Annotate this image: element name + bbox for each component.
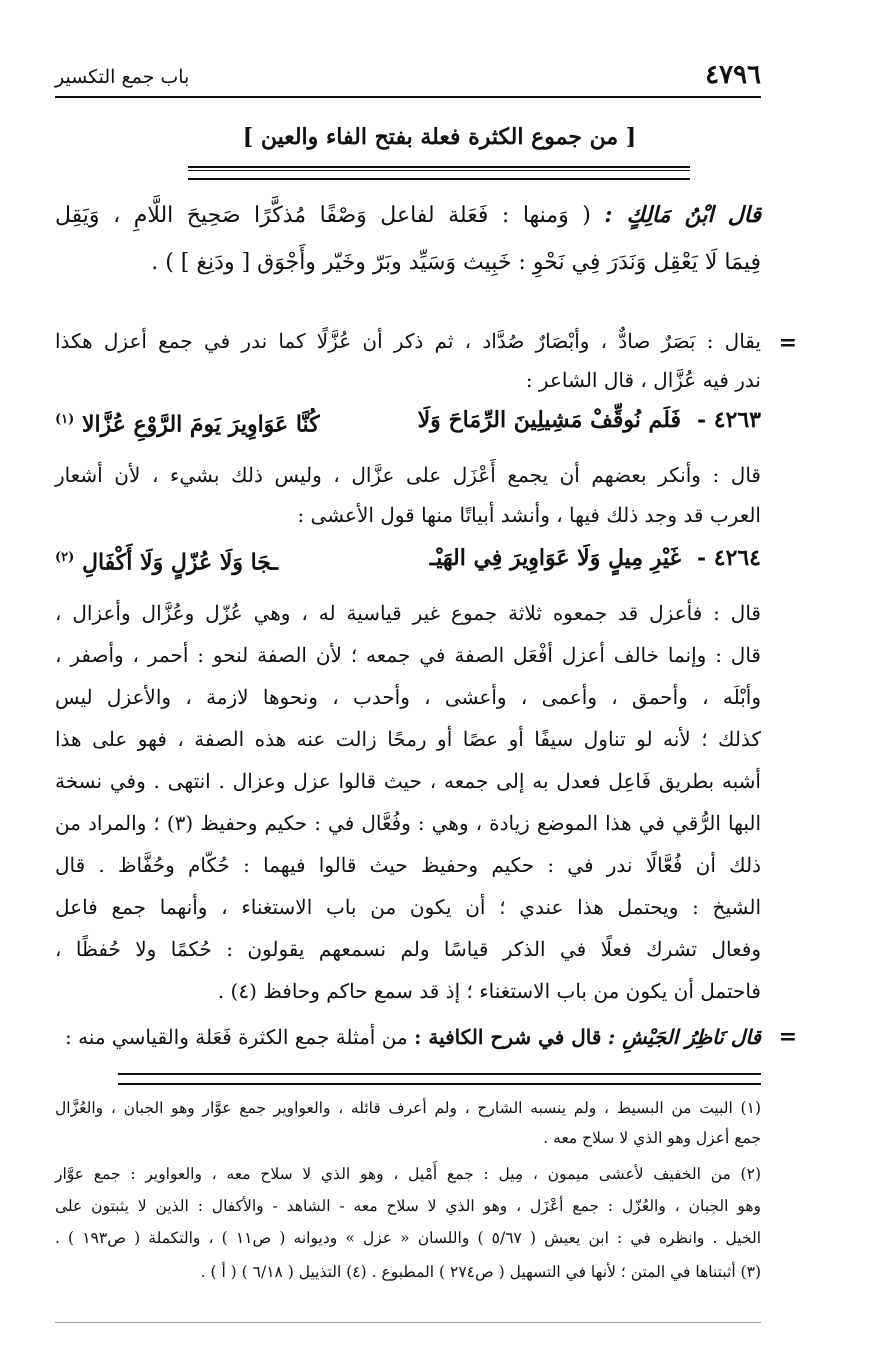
bottom-rule [55, 1322, 761, 1323]
continuation-mark-top: = [778, 330, 797, 356]
verse-hemistich-2-text: كُنَّا عَوَاوِيرَ يَومَ الرَّوْعِ عُزَّالا [81, 411, 320, 438]
verse-hemistich-2-text: ـجَا وَلَا عُزّلٍ وَلَا أَكْفَالِ [81, 549, 278, 576]
footnote-line: الخيل . وانظره في : ابن يعيش ( ٥/٦٧ ) واللسان « عزل » وديوانه ( ص١١ ) ، والتكملة ( ص١٩٣ ) . [55, 1229, 761, 1247]
running-header [55, 60, 761, 94]
footnote-line: (١) البيت من البسيط ، ولم ينسبه الشارح ، ولم أعرف قائله ، والعواوير جمع عوَّار وهو الجبان ، والعُزَّال [55, 1099, 761, 1117]
footnote-ref: (٢) [55, 550, 75, 565]
verse-hemistich-2 [55, 402, 320, 442]
body-line: يقال : بَصَرٌ صادٌّ ، وأبْصَارٌ صُدَّاد ، ثم ذكر أن عُزَّلًا كما ندر في جمع أعزل هكذا [55, 329, 761, 353]
matn-line-1 [55, 198, 761, 232]
body-line: ندر فيه عُزَّال ، قال الشاعر : [525, 368, 761, 392]
body-line: العرب قد وجد ذلك فيها ، وأنشد أبياتًا منها قول الأعشى : [297, 503, 761, 527]
running-title: باب جمع التكسير [55, 66, 190, 88]
matn-text-1: ( وَمنها : فَعَلة لفاعل وَصْفًا مُذكَّرًا صَحِيحَ اللَّامِ ، وَيَقِل [55, 203, 591, 228]
verse-hemistich-2 [55, 540, 278, 580]
footnote-ref: (١) [55, 412, 75, 427]
body-line: قال : وإنما خالف أعزل أفْعَل الصفة في جمعه ؛ لأن الصفة لنحو : أحمر ، وأصفر ، [55, 643, 761, 667]
footnote-line: (٢) من الخفيف لأعشى ميمون ، مِيل : جمع أَمْيل ، وهو الذي لا سلاح معه ، والعواوير : جمع عوَّار [55, 1165, 761, 1183]
sharh-al-kafiya: قال في شرح الكافية : [414, 1025, 602, 1049]
section-title: [ من جموع الكثرة فعلة بفتح الفاء والعين ] [242, 124, 637, 150]
last-paragraph-text: من أمثلة جمع الكثرة فَعَلة والقياسي منه : [64, 1025, 408, 1049]
last-paragraph [55, 1020, 761, 1054]
header-rule [55, 96, 761, 98]
matn-line-2: فِيمَا لَا يَعْقِل وَنَدَرَ فِي نَحْوِ : خَبِيث وَسَيِّد وبَرّ وخَيّر وأَجْوَق [ ودَنِغ ] ) . [151, 250, 761, 275]
footnote-line: جمع أعزل وهو الذي لا سلاح معه . [543, 1129, 761, 1147]
page-number: ٤٧٩٦ [705, 60, 761, 90]
verse-4263 [55, 402, 761, 438]
verse-4264 [55, 540, 761, 576]
body-line: قال : فأعزل قد جمعوه ثلاثة جموع غير قياسية له ، وهي عُزّل وعُزَّال وأعزال ، [55, 601, 761, 625]
verse-number: ٤٢٦٤ - [696, 545, 761, 571]
body-line: البها الرُّقي في هذا الموضع زيادة ، وهي : وفُعَّال في : حكيم وحفيظ (٣) ؛ والمراد من [55, 811, 762, 835]
continuation-mark-bottom: = [778, 1024, 797, 1050]
body-line: أشبه بطريق فَاعِل فعدل به إلى جمعه ، حيث قالوا عزل وعزال . انتهى . وفي نسخة [55, 769, 761, 793]
matn-speaker: قال ابْنُ مَالِكٍ : [604, 202, 761, 228]
body-line: وفعال تشرك فعلًا في الذكر قياسًا ولم نسمعهم يقولون : حُكمًا ولا حُفظًا ، [55, 937, 762, 961]
verse-hemistich-1: غَيْرِ مِيلٍ وَلَا عَوَاوِيرَ فِي الهَيْـ [429, 545, 681, 571]
footnote-separator [118, 1073, 761, 1085]
nazir-al-jaysh: قال نَاظِرُ الجَيْشِ : [607, 1025, 761, 1049]
footnote-line: وهو الجبان ، والعُزّل : جمع أعْزَل ، وهو الذي لا سلاح معه - الشاهد - والأكفال : الذين لا يثبتون على [55, 1197, 761, 1215]
body-line: فاحتمل أن يكون من باب الاستغناء ؛ إذ قد سمع حاكم وحافظ (٤) . [217, 979, 761, 1003]
body-line: قال : وأنكر بعضهم أن يجمع أَعْزَل على عزَّال ، وليس ذلك بشيء ، لأن أشعار [55, 463, 761, 487]
verse-number: ٤٢٦٣ - [696, 407, 761, 433]
body-line: ذلك أن فُعَّالًا ندر في : حكيم وحفيظ حيث قالوا فيهما : حُكّام وحُفَّاظ . قال [55, 853, 761, 877]
body-line: الشيخ : ويحتمل هذا عندي ؛ أن يكون من باب الاستغناء ، وأنهما جمع فاعل [55, 895, 761, 919]
footnote-line: (٣) أثبتناها في المتن ؛ لأنها في التسهيل ( ص٢٧٤ ) المطبوع . (٤) التذييل ( ٦/١٨ ) ( أ ) . [200, 1263, 761, 1281]
verse-hemistich-1: فَلَم نُوقِّفْ مَشِيلِينَ الرِّمَاحَ وَلَا [417, 407, 681, 433]
body-line: كذلك ؛ لأنه لو تناول سيفًا أو عصًا أو رمحًا زالت عنه هذه الصفة ، فهو على هذا [55, 727, 761, 751]
title-double-rule [188, 166, 690, 180]
body-line: وأبْلَه ، وأحمق ، وأعمى ، وأعشى ، وأحدب ، ونحوها لازمة ، والأعزل ليس [55, 685, 761, 709]
